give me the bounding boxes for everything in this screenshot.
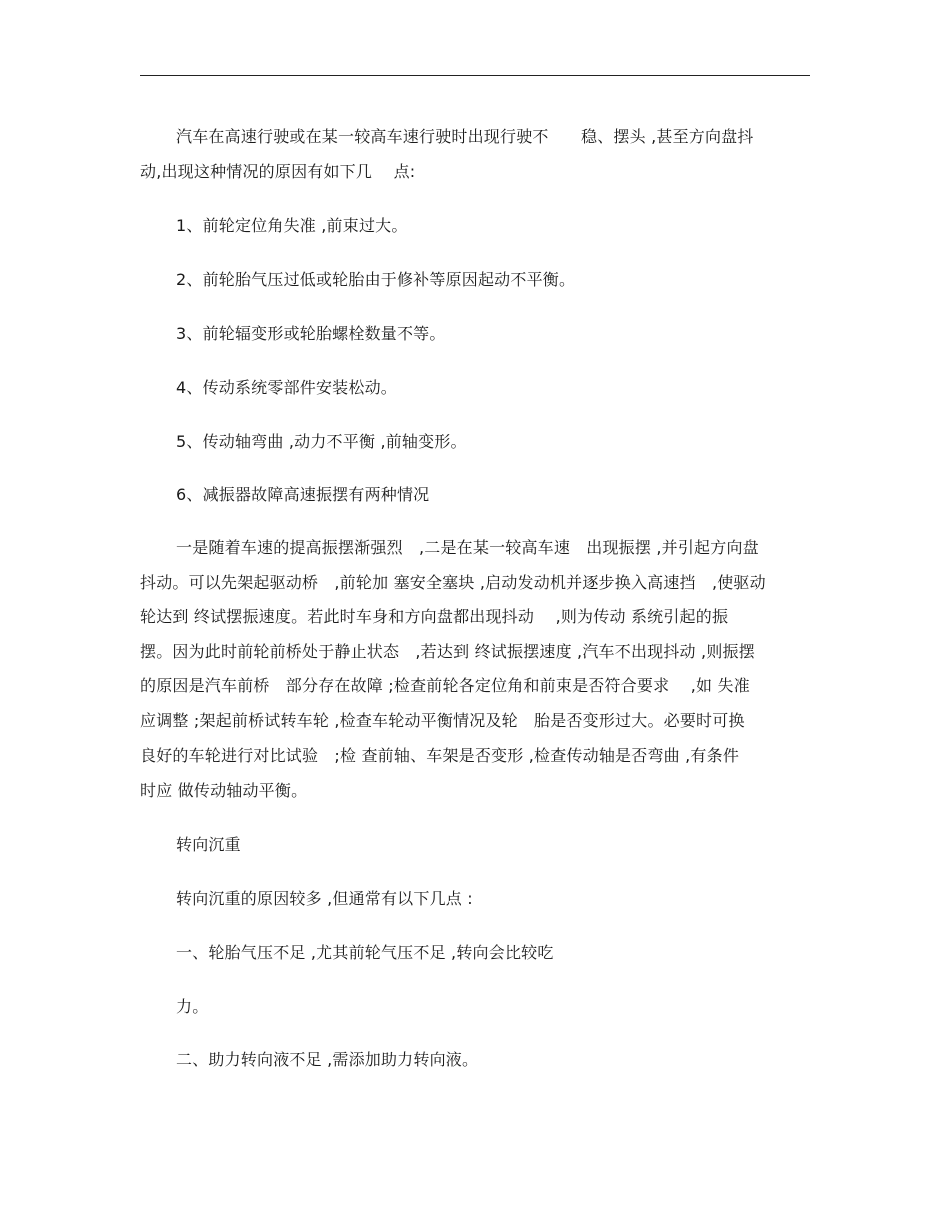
list-item-1: 1、前轮定位角失准 ,前束过大。 — [176, 216, 408, 235]
list-item-3: 3、前轮辐变形或轮胎螺栓数量不等。 — [176, 324, 446, 343]
list-item-6: 6、减振器故障高速振摆有两种情况 — [176, 485, 430, 504]
header-rule — [140, 75, 810, 76]
body-line-6: 应调整 ;架起前桥试转车轮 ,检查车轮动平衡情况及轮 胎是否变形过大。必要时可换 — [140, 711, 745, 730]
steering-item-1-continued: 力。 — [176, 997, 209, 1016]
intro-line-2: 动,出现这种情况的原因有如下几 点: — [140, 162, 416, 181]
body-line-2: 抖动。可以先架起驱动桥 ,前轮加 塞安全塞块 ,启动发动机并逐步换入高速挡 ,使驱动 — [140, 573, 766, 592]
steering-intro: 转向沉重的原因较多 ,但通常有以下几点 : — [176, 889, 473, 908]
body-line-4: 摆。因为此时前轮前桥处于静止状态 ,若达到 终试振摆速度 ,汽车不出现抖动 ,则振摆 — [140, 642, 755, 661]
list-item-4: 4、传动系统零部件安装松动。 — [176, 378, 397, 397]
body-line-5: 的原因是汽车前桥 部分存在故障 ;检查前轮各定位角和前束是否符合要求 ,如 失准 — [140, 676, 750, 695]
section-heading-steering: 转向沉重 — [176, 835, 241, 854]
intro-line-1: 汽车在高速行驶或在某一较高车速行驶时出现行驶不 稳、摆头 ,甚至方向盘抖 — [176, 127, 754, 146]
steering-item-2: 二、助力转向液不足 ,需添加助力转向液。 — [176, 1050, 479, 1069]
body-line-7: 良好的车轮进行对比试验 ;检 查前轴、车架是否变形 ,检查传动轴是否弯曲 ,有条件 — [140, 746, 740, 765]
list-item-2: 2、前轮胎气压过低或轮胎由于修补等原因起动不平衡。 — [176, 270, 576, 289]
body-line-3: 轮达到 终试摆振速度。若此时车身和方向盘都出现抖动 ,则为传动 系统引起的振 — [140, 607, 729, 626]
steering-item-1: 一、轮胎气压不足 ,尤其前轮气压不足 ,转向会比较吃 — [176, 943, 554, 962]
body-line-8: 时应 做传动轴动平衡。 — [140, 781, 308, 800]
body-line-1: 一是随着车速的提高振摆渐强烈 ,二是在某一较高车速 出现振摆 ,并引起方向盘 — [176, 538, 759, 557]
list-item-5: 5、传动轴弯曲 ,动力不平衡 ,前轴变形。 — [176, 432, 467, 451]
